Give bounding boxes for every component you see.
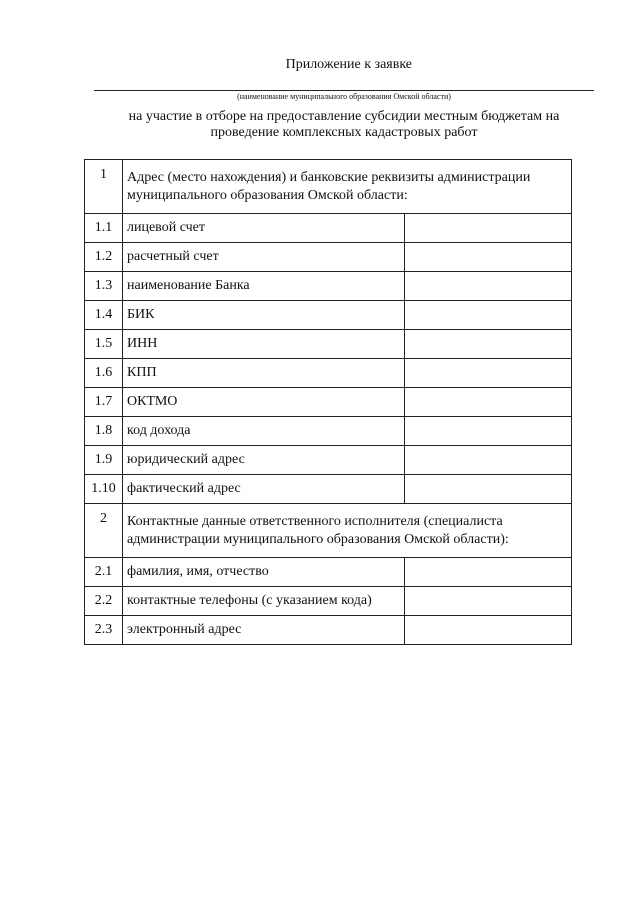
section-number: 1 xyxy=(85,160,123,214)
table-row xyxy=(85,587,572,616)
row-number: 1.10 xyxy=(85,475,123,504)
table-row xyxy=(85,616,572,645)
row-number: 1.1 xyxy=(85,214,123,243)
row-value-cell[interactable] xyxy=(405,475,572,504)
table-row xyxy=(85,243,572,272)
row-label: фактический адрес xyxy=(123,475,405,504)
row-label: лицевой счет xyxy=(123,214,405,243)
table-row xyxy=(85,558,572,587)
row-label: КПП xyxy=(123,359,405,388)
subtitle-line-1: на участие в отборе на предоставление субсидии местным бюджетам на xyxy=(128,109,560,124)
row-value-cell[interactable] xyxy=(405,272,572,301)
row-label: БИК xyxy=(123,301,405,330)
row-value-cell[interactable] xyxy=(405,388,572,417)
row-number: 1.2 xyxy=(85,243,123,272)
document-heading: Приложение к заявке xyxy=(285,57,412,72)
row-value-cell[interactable] xyxy=(405,446,572,475)
row-label: наименование Банка xyxy=(123,272,405,301)
section-number: 2 xyxy=(85,504,123,558)
table-row xyxy=(85,214,572,243)
row-number: 1.6 xyxy=(85,359,123,388)
row-value-cell[interactable] xyxy=(405,417,572,446)
row-number: 2.3 xyxy=(85,616,123,645)
row-label: контактные телефоны (с указанием кода) xyxy=(123,587,405,616)
row-number: 1.9 xyxy=(85,446,123,475)
row-number: 1.8 xyxy=(85,417,123,446)
table-row xyxy=(85,359,572,388)
municipality-fill-line xyxy=(94,90,594,91)
row-value-cell[interactable] xyxy=(405,359,572,388)
table-row xyxy=(85,475,572,504)
table-row xyxy=(85,330,572,359)
row-label: код дохода xyxy=(123,417,405,446)
row-value-cell[interactable] xyxy=(405,558,572,587)
table-row xyxy=(85,388,572,417)
row-number: 2.2 xyxy=(85,587,123,616)
row-label: ОКТМО xyxy=(123,388,405,417)
row-label: ИНН xyxy=(123,330,405,359)
row-value-cell[interactable] xyxy=(405,587,572,616)
section-title: Адрес (место нахождения) и банковские реквизиты администрации муниципального образования Омской области: xyxy=(123,160,572,214)
row-value-cell[interactable] xyxy=(405,330,572,359)
row-number: 2.1 xyxy=(85,558,123,587)
row-number: 1.4 xyxy=(85,301,123,330)
row-value-cell[interactable] xyxy=(405,214,572,243)
requisites-table xyxy=(84,159,572,645)
row-value-cell[interactable] xyxy=(405,301,572,330)
subtitle-line-2: проведение комплексных кадастровых работ xyxy=(210,125,478,140)
municipality-caption: (наименование муниципального образования Омской области) xyxy=(237,92,451,101)
row-number: 1.7 xyxy=(85,388,123,417)
table-row xyxy=(85,417,572,446)
row-label: фамилия, имя, отчество xyxy=(123,558,405,587)
row-label: юридический адрес xyxy=(123,446,405,475)
section-title: Контактные данные ответственного исполнителя (специалиста администрации муниципального образования Омской области): xyxy=(123,504,572,558)
row-number: 1.3 xyxy=(85,272,123,301)
row-value-cell[interactable] xyxy=(405,616,572,645)
table-row xyxy=(85,301,572,330)
table-row xyxy=(85,446,572,475)
row-label: расчетный счет xyxy=(123,243,405,272)
section-1-row xyxy=(85,160,572,214)
table-row xyxy=(85,272,572,301)
row-value-cell[interactable] xyxy=(405,243,572,272)
row-number: 1.5 xyxy=(85,330,123,359)
row-label: электронный адрес xyxy=(123,616,405,645)
section-2-row xyxy=(85,504,572,558)
document-subtitle xyxy=(94,109,594,141)
